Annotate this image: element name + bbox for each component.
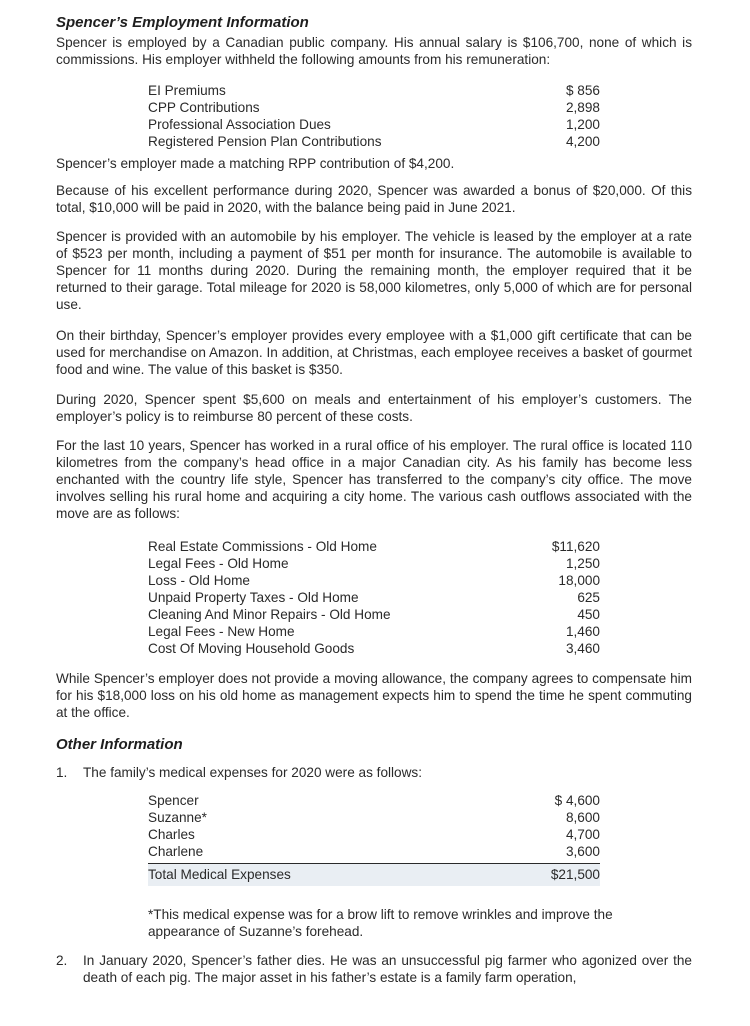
- section-title: Spencer’s Employment Information: [56, 14, 309, 31]
- rpp-paragraph: Spencer’s employer made a matching RPP contribution of $4,200.: [56, 156, 455, 171]
- intro-paragraph: Spencer is employed by a Canadian public company. His annual salary is $106,700, none of which is commissions. His employer withheld the following amounts from his remuneration:: [56, 35, 692, 67]
- table-row: Suzanne* 8,600: [148, 810, 600, 825]
- automobile-paragraph: Spencer is provided with an automobile by his employer. The vehicle is leased by the employer at a rate of $523 per month, including a payment of $51 per month for insurance. The automobile is available to Spencer for 11 months during 2020. During the remaining month, the employer required that it be returned to their garage. Total mileage for 2020 is 58,000 kilometres, only 5,000 of which are for personal use.: [56, 229, 692, 312]
- table-row: Charles 4,700: [148, 827, 600, 842]
- medical-expenses-table: [148, 792, 600, 886]
- list-text: The family’s medical expenses for 2020 were as follows:: [83, 765, 422, 780]
- table-row: Legal Fees - Old Home 1,250: [148, 556, 600, 571]
- table-row: Cost Of Moving Household Goods 3,460: [148, 641, 600, 656]
- table-row: Loss - Old Home 18,000: [148, 573, 600, 588]
- total-row: Total Medical Expenses $21,500: [148, 863, 600, 886]
- gifts-paragraph: On their birthday, Spencer’s employer provides every employee with a $1,000 gift certificate that can be used for merchandise on Amazon. In addition, at Christmas, each employee receives a basket of gourmet food and wine. The value of this basket is $350.: [56, 328, 692, 377]
- list-number: 1.: [56, 765, 68, 780]
- list-text: In January 2020, Spencer’s father dies. He was an unsuccessful pig farmer who agonized over the death of each pig. The major asset in his father’s estate is a family farm operation,: [83, 953, 692, 985]
- meals-paragraph: During 2020, Spencer spent $5,600 on meals and entertainment of his employer’s customers. The employer’s policy is to reimburse 80 percent of these costs.: [56, 392, 692, 424]
- list-number: 2.: [56, 953, 68, 968]
- footnote: *This medical expense was for a brow lift to remove wrinkles and improve the appearance of Suzanne’s forehead.: [148, 907, 613, 939]
- withholdings-table: [148, 82, 600, 150]
- other-info-heading: Other Information: [56, 736, 183, 753]
- table-row: Spencer $ 4,600: [148, 793, 600, 808]
- allowance-paragraph: While Spencer’s employer does not provide a moving allowance, the company agrees to compensate him for his $18,000 loss on his old home as management expects him to spend the time he spent commuting at the office.: [56, 671, 692, 720]
- move-paragraph: For the last 10 years, Spencer has worked in a rural office of his employer. The rural office is located 110 kilometres from the company’s head office in a major Canadian city. As his family has become less enchanted with the country life style, Spencer has transferred to the company’s city office. The move involves selling his rural home and acquiring a city home. The various cash outflows associated with the move are as follows:: [56, 438, 692, 521]
- moving-costs-table: [148, 538, 600, 657]
- table-row: CPP Contributions 2,898: [148, 100, 600, 115]
- table-row: EI Premiums $ 856: [148, 83, 600, 98]
- table-row: Registered Pension Plan Contributions 4,200: [148, 134, 600, 149]
- table-row: Charlene 3,600: [148, 844, 600, 859]
- bonus-paragraph: Because of his excellent performance during 2020, Spencer was awarded a bonus of $20,000. Of this total, $10,000 will be paid in 2020, with the balance being paid in June 2021.: [56, 183, 692, 215]
- table-row: Professional Association Dues 1,200: [148, 117, 600, 132]
- table-row: Cleaning And Minor Repairs - Old Home 450: [148, 607, 600, 622]
- table-row: Unpaid Property Taxes - Old Home 625: [148, 590, 600, 605]
- table-row: Legal Fees - New Home 1,460: [148, 624, 600, 639]
- table-row: Real Estate Commissions - Old Home $11,620: [148, 539, 600, 554]
